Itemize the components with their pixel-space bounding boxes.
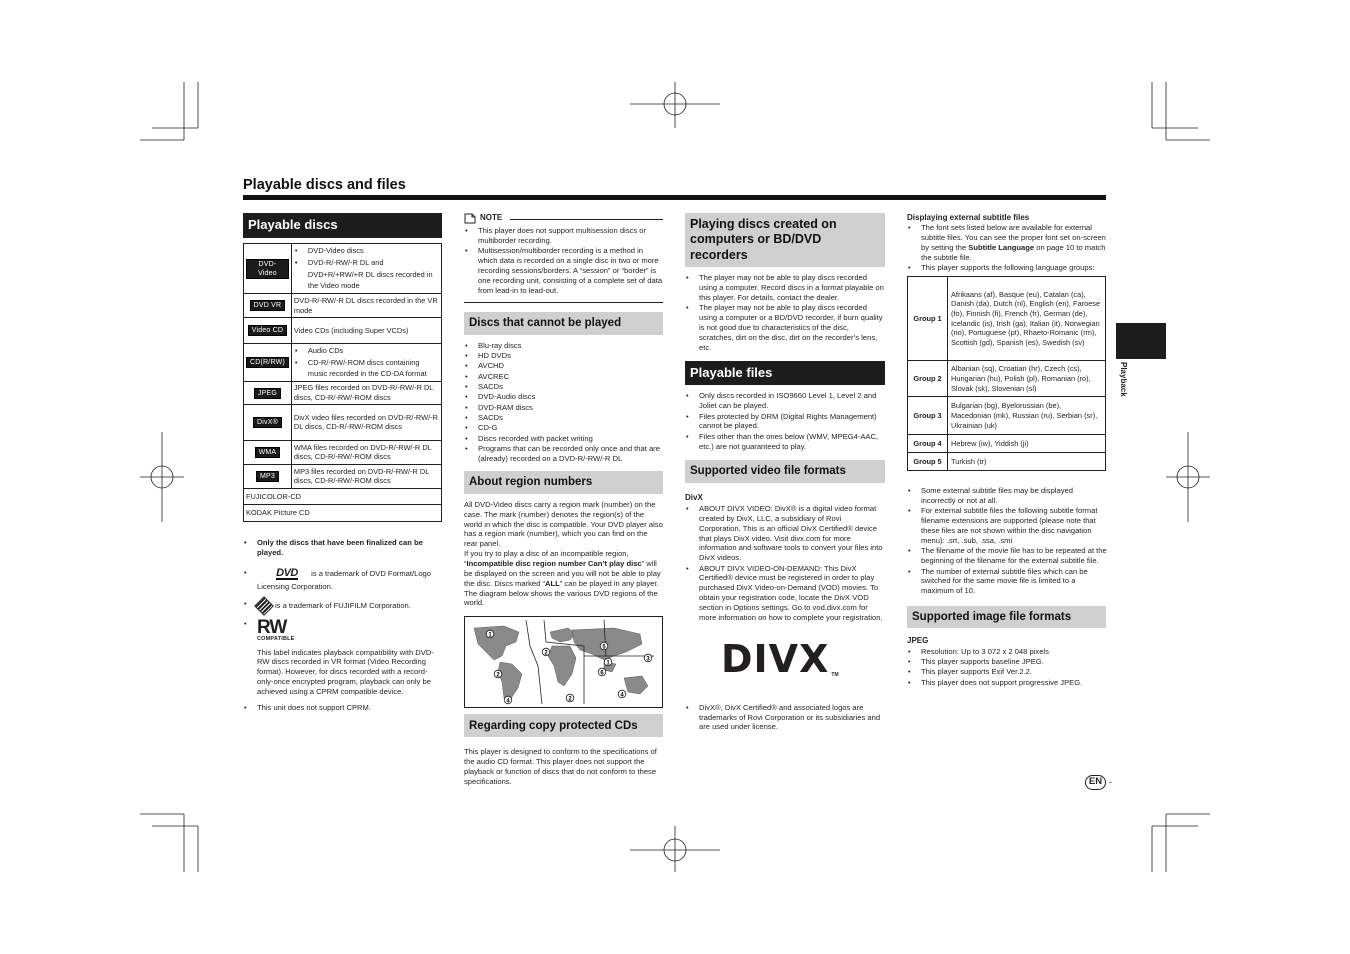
region-text (464, 500, 663, 608)
disc-row-full-text: FUJICOLOR-CD (244, 488, 442, 505)
cannot-play-item: • HD DVDs (464, 351, 663, 361)
disc-row-item: • DVD-R/-RW/-R DL and DVD+R/+RW/+R DL discs recorded in the Video mode (294, 257, 439, 291)
disc-row-text: JPEG files recorded on DVD-R/-RW/-R DL discs, CD-R/-RW/-ROM discs (293, 383, 434, 403)
svg-text:6: 6 (600, 670, 604, 677)
group-name: Group 5 (908, 453, 948, 471)
subtitle-note-item: • The filename of the movie file has to be repeated at the beginning of the filename for the external subtitle file. (907, 546, 1107, 566)
playable-discs-heading: Playable discs (243, 213, 442, 238)
jpeg-label: JPEG (907, 636, 929, 646)
divx-item: • ABOUT DIVX VIDEO: DivX® is a digital video format created by DivX, LLC, a subsidiary of Rovi Corporation. This is an official DivX Certified® device that plays DivX video. Visit divx.com for more information and software tools to convert your files into DivX videos. (685, 504, 885, 563)
svg-text:5: 5 (602, 644, 606, 651)
disc-row-item: • CD-R/-RW/-ROM discs containing music recorded in the CD-DA format (294, 357, 439, 380)
note-rule (464, 302, 663, 303)
disc-format-logo: DVD-Video (246, 259, 289, 279)
group-name: Group 2 (908, 361, 948, 397)
fuji-trademark-note (243, 599, 442, 613)
disc-row-text: WMA files recorded on DVD-R/-RW/-R DL discs, CD-R/-RW/-ROM discs (293, 442, 432, 462)
svg-text:1: 1 (488, 632, 492, 639)
playable-files-item: • Files protected by DRM (Digital Rights Management) cannot be played. (685, 412, 885, 432)
playable-files-heading: Playable files (685, 361, 885, 385)
copy-protected-text: This player is designed to conform to the specifications of the audio CD format. This player does not support the playback or function of discs that do not conform to these specifications. (464, 747, 657, 786)
cannot-play-item: • Blu-ray discs (464, 341, 663, 351)
region-marker (600, 642, 608, 650)
disc-row (244, 244, 442, 294)
fuji-trademark-text: is a trademark of FUJIFILM Corporation. (275, 601, 411, 611)
language-group-row (908, 361, 1106, 397)
page-title: Playable discs and files (243, 177, 406, 193)
pc-discs-item: • The player may not be able to play discs recorded using a computer or a BD/DVD recorder, if burn quality is not good due to characteristics of the disc, scratches, dirt on the disc, dirt on the recorder’s lens, etc. (685, 303, 885, 352)
note-item: • This player does not support multisession discs or multiborder recording. (464, 226, 663, 246)
note-icon (464, 213, 476, 224)
disc-format-logo: JPEG (254, 388, 281, 399)
divx-list (685, 504, 885, 623)
title-rule (243, 195, 1106, 200)
disc-format-logo: MP3 (256, 471, 279, 482)
region-marker (494, 670, 502, 678)
jpeg-list (907, 647, 1107, 688)
region-marker (598, 668, 606, 676)
disc-row-text: DVD-R/-RW/-R DL discs recorded in the VR mode (293, 295, 438, 315)
rw-compatible-logo-icon: • RW COMPATIBLE (257, 617, 295, 643)
disc-row-text: DivX video files recorded on DVD-R/-RW/-R DL discs, CD-R/-RW/-ROM discs (293, 412, 438, 432)
group-name: Group 3 (908, 397, 948, 435)
divx-logo-icon: DIVX TM (721, 637, 839, 682)
finalized-note (243, 538, 442, 558)
note-list (464, 226, 663, 296)
region-paragraph: All DVD-Video discs carry a region mark (number) on the case. The mark (number) denotes the region(s) of the world in which the disc is compatible. Your DVD player also has a region mark (number), which you can find on the rear panel. (464, 499, 663, 549)
language-badge: EN (1085, 775, 1106, 790)
svg-text:2: 2 (496, 672, 500, 679)
region-map (464, 616, 663, 708)
jpeg-item: • This player supports baseline JPEG. (907, 657, 1107, 667)
disc-row (244, 440, 442, 464)
cannot-play-item: • SACDs (464, 382, 663, 392)
region-paragraph: If you try to play a disc of an incompatible region, “Incompatible disc region number Can’t play disc” will be displayed on the screen and you will not be able to play the disc. Discs marked “ALL” can be played in any player. (464, 549, 661, 588)
cannot-play-item: • SACDs (464, 413, 663, 423)
cprm-note-text: • This unit does not support CPRM. (243, 703, 442, 713)
disc-row (244, 294, 442, 318)
cannot-play-item: • DVD-Audio discs (464, 392, 663, 402)
note-item: • Multisession/multiborder recording is a method in which data is recorded on a single disc in two or more recording sessions/borders. A “session” or “border” is one recording unit, consisting of a complete set of data from lead-in to lead-out. (464, 246, 663, 295)
group-name: Group 4 (908, 435, 948, 453)
cannot-play-item: • DVD-RAM discs (464, 403, 663, 413)
note-label: NOTE (480, 213, 503, 223)
page-number (1085, 775, 1112, 790)
group-languages: Turkish (tr) (948, 453, 1106, 471)
cprm-note (243, 703, 442, 713)
column-region (464, 213, 663, 787)
disc-format-logo: DivX® (253, 417, 282, 428)
subtitle-intro-item: • The font sets listed below are available for external subtitle files. You can see the proper font set on-screen by setting the Subtitle Language on page 10 to match the subtitle file. (907, 223, 1107, 262)
disc-row-full-text: KODAK Picture CD (244, 505, 442, 522)
dvd-trademark-text: is a trademark of DVD Format/Logo Licensing Corporation. (257, 568, 431, 591)
subtitle-notes-list (907, 486, 1107, 596)
subtitle-intro-item: • This player supports the following language groups: (907, 263, 1107, 273)
svg-text:1: 1 (606, 660, 610, 667)
disc-row-text: Video CDs (including Super VCDs) (293, 325, 409, 335)
disc-row (244, 318, 442, 344)
language-groups-table (907, 276, 1106, 471)
cannot-play-list (464, 341, 663, 464)
rw-label-text: This label indicates playback compatibility with DVD-RW discs recorded in VR format (Video Recording format). However, for discs recorded with a record-only-once encrypted program, playback can only be achieved using a CPRM compatible device. (257, 647, 434, 697)
disc-format-logo: Video CD (248, 325, 287, 336)
cannot-play-item: • Programs that can be recorded only once and that are (already) recorded on a DVD-R/-RW/-R DL (464, 444, 663, 464)
cannot-play-item: • CD-G (464, 423, 663, 433)
fujifilm-logo-icon (254, 597, 274, 617)
region-paragraph: The diagram below shows the various DVD regions of the world. (464, 588, 658, 608)
svg-text:4: 4 (506, 698, 510, 705)
cannot-play-item: • Discs recorded with packet writing (464, 434, 663, 444)
language-group-row (908, 277, 1106, 361)
subtitle-note-item: • For external subtitle files the following subtitle format filename extensions are supported (please note that these files are not shown within the disc navigation menu): .srt, .sub, .ssa, .smi (907, 506, 1107, 545)
language-group-row (908, 453, 1106, 471)
playable-files-item: • Only discs recorded in ISO9660 Level 1, Level 2 and Joliet can be played. (685, 391, 885, 411)
language-group-row (908, 397, 1106, 435)
finalized-note-text: • Only the discs that have been finalized can be played. (243, 538, 442, 558)
video-formats-heading: Supported video file formats (685, 460, 885, 483)
jpeg-item: • This player does not support progressive JPEG. (907, 678, 1107, 688)
jpeg-item: • This player supports Exif Ver.2.2. (907, 667, 1107, 677)
region-marker (542, 648, 550, 656)
page-dash: - (1109, 776, 1112, 787)
divx-item: • ABOUT DIVX VIDEO-ON-DEMAND: This DivX Certified® device must be registered in order to play purchased DivX Video-on-Demand (VOD) movies. To obtain your registration code, locate the DivX VOD section in Options settings. Go to vod.divx.com for more information on how to complete your registration. (685, 564, 885, 623)
group-languages: Afrikaans (af), Basque (eu), Catalan (ca), Danish (da), Dutch (nl), English (en), Faroese (fo), Finnish (fi), French (fr), German (de), Icelandic (is), Irish (ga), Italian (it), Norwegian (no), Portuguese (pt), Rhaeto-Romanic (rm), Scottish (gd), Spanish (es), Swedish (sv) (948, 277, 1106, 361)
pc-discs-heading: Playing discs created on computers or BD/DVD recorders (685, 213, 885, 267)
disc-row (244, 344, 442, 382)
disc-format-logo: CD(R/RW) (246, 357, 289, 368)
region-marker (604, 658, 612, 666)
disc-format-logo: WMA (255, 447, 281, 458)
disc-row (244, 382, 442, 404)
disc-row-item: • Audio CDs (294, 345, 439, 356)
group-languages: Hebrew (iw), Yiddish (ji) (948, 435, 1106, 453)
divx-trademark-text: • DivX®, DivX Certified® and associated logos are trademarks of Rovi Corporation or its subsidiaries and are used under license. (685, 703, 885, 733)
group-languages: Albanian (sq), Croatian (hr), Czech (cs), Hungarian (hu), Polish (pl), Romanian (ro), Slovak (sk), Slovenian (sl) (948, 361, 1106, 397)
pc-discs-item: • The player may not be able to play discs recorded using a computer. Record discs in a format playable on this player. For details, contact the dealer. (685, 273, 885, 303)
column-playable-discs (243, 213, 442, 713)
playable-discs-table (243, 243, 442, 522)
group-name: Group 1 (908, 277, 948, 361)
pc-discs-list (685, 273, 885, 352)
region-marker (504, 696, 512, 704)
region-marker (618, 690, 626, 698)
region-marker (486, 630, 494, 638)
copy-protected-heading: Regarding copy protected CDs (464, 714, 663, 737)
column-files (685, 213, 885, 733)
playable-files-item: • Files other than the ones below (WMV, MPEG4-AAC, etc.) are not guaranteed to play. (685, 432, 885, 452)
disc-row-item: • DVD-Video discs (294, 245, 439, 256)
subtitle-heading: Displaying external subtitle files (907, 213, 1030, 222)
disc-row (244, 404, 442, 440)
svg-text:4: 4 (620, 692, 624, 699)
cannot-play-heading: Discs that cannot be played (464, 312, 663, 335)
region-marker (566, 694, 574, 702)
svg-text:2: 2 (568, 696, 572, 703)
column-subtitles (907, 213, 1107, 688)
region-heading: About region numbers (464, 471, 663, 494)
group-languages: Bulgarian (bg), Byelorussian (be), Macedonian (mk), Russian (ru), Serbian (sr), Ukrainian (uk) (948, 397, 1106, 435)
disc-row (244, 464, 442, 488)
dvd-logo-icon: DVD (276, 566, 298, 579)
subtitle-note-item: • The number of external subtitle files which can be switched for the same movie file is limited to a maximum of 10. (907, 567, 1107, 597)
section-tab (1116, 323, 1166, 359)
subtitle-intro (907, 223, 1107, 273)
svg-text:3: 3 (646, 656, 650, 663)
rw-compatible-note (243, 619, 442, 696)
svg-text:2: 2 (544, 650, 548, 657)
disc-format-logo: DVD VR (250, 300, 286, 311)
region-marker (644, 654, 652, 662)
image-formats-heading: Supported image file formats (907, 606, 1106, 628)
language-group-row (908, 435, 1106, 453)
jpeg-item: • Resolution: Up to 3 072 x 2 048 pixels (907, 647, 1107, 657)
divx-label: DivX (685, 492, 703, 502)
subtitle-note-item: • Some external subtitle files may be displayed incorrectly or not at all. (907, 486, 1107, 506)
disc-row-full (244, 505, 442, 522)
note-header (464, 213, 663, 224)
disc-row-full (244, 488, 442, 505)
playable-files-list (685, 391, 885, 451)
cannot-play-item: • AVCHD (464, 361, 663, 371)
section-tab-label: Playback (1119, 362, 1128, 397)
cannot-play-item: • AVCREC (464, 372, 663, 382)
disc-row-text: MP3 files recorded on DVD-R/-RW/-R DL discs, CD-R/-RW/-ROM discs (293, 466, 430, 486)
divx-trademark-note (685, 703, 885, 733)
dvd-trademark-note (243, 568, 442, 592)
